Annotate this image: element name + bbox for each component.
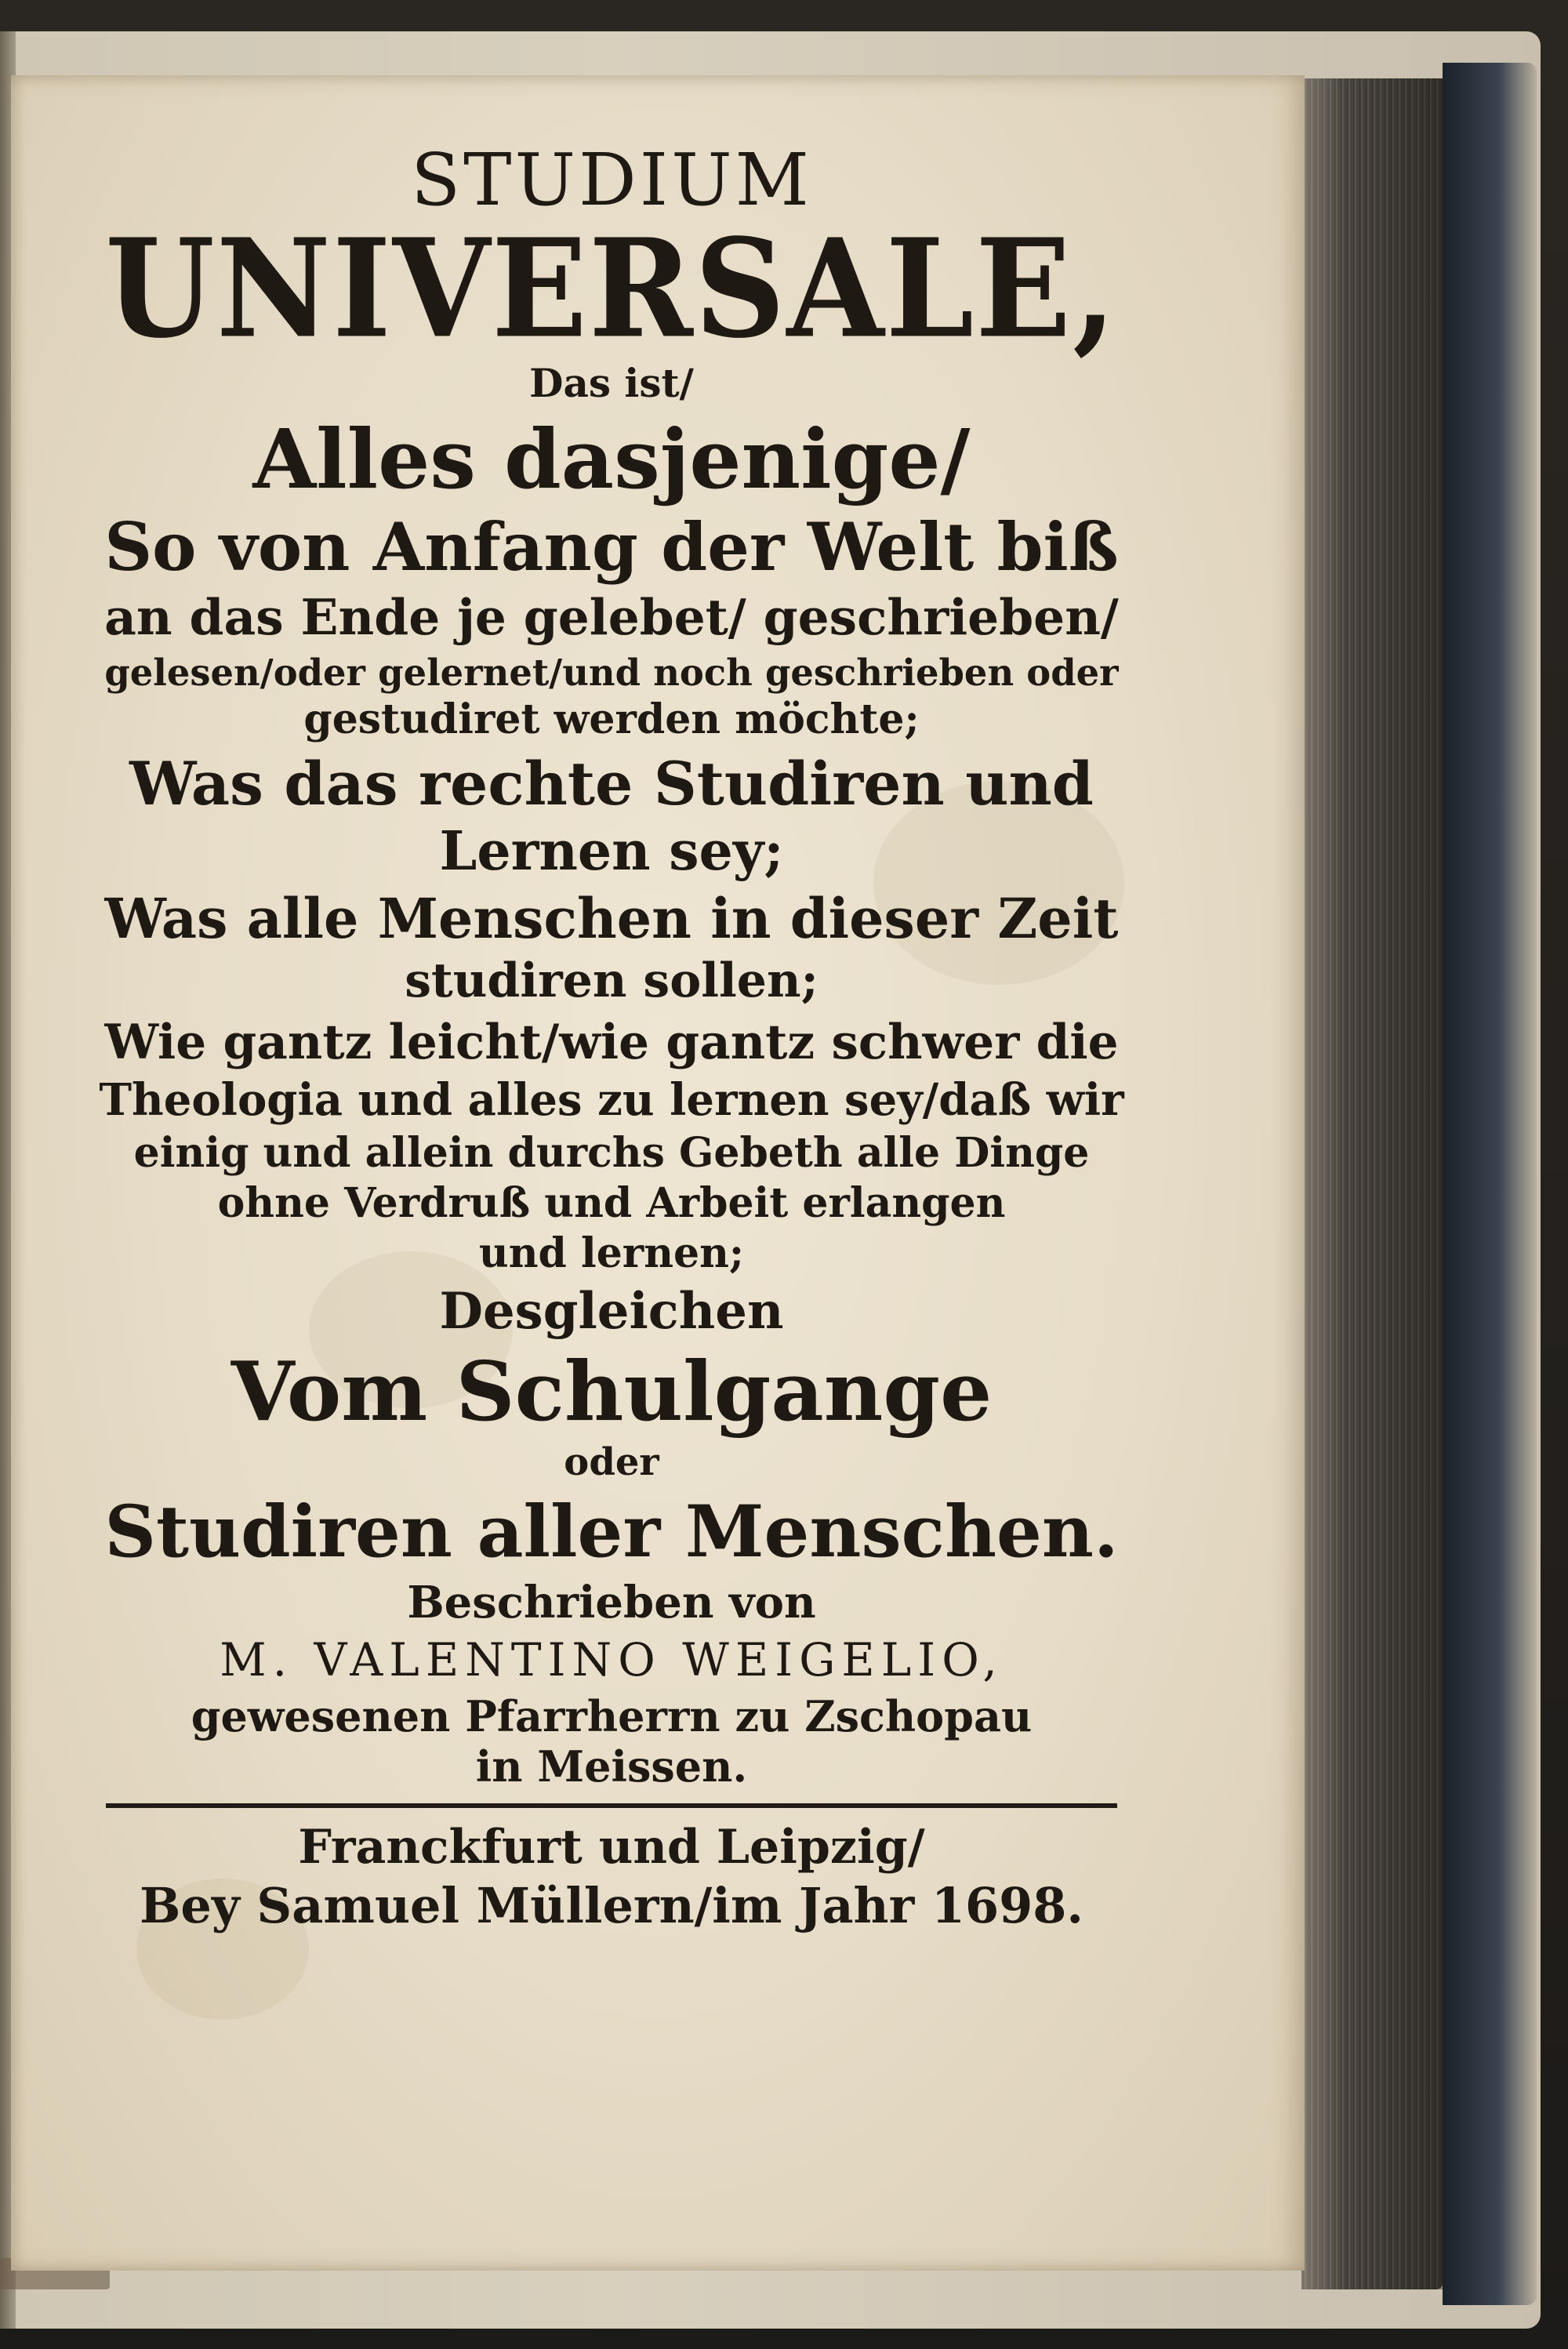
heading-vom-schulgange: Vom Schulgange — [230, 1342, 993, 1440]
text-line: Lernen sey; — [439, 819, 784, 883]
author-office: gewesenen Pfarrherrn zu Zschopau — [191, 1690, 1033, 1741]
text-line: Was alle Menschen in dieser Zeit — [104, 886, 1119, 951]
book-cover-edge — [1443, 63, 1537, 2305]
author-intro: Beschrieben von — [407, 1576, 816, 1628]
subtitle-alles-dasjenige: Alles dasjenige/ — [252, 411, 971, 507]
text-line: gelesen/oder gelernet/und noch geschrieben oder — [104, 651, 1119, 695]
title-line-universale: UNIVERSALE, — [105, 209, 1118, 369]
imprint-place: Franckfurt und Leipzig/ — [298, 1819, 925, 1875]
text-line: So von Anfang der Welt biß — [104, 508, 1119, 586]
text-line: einig und allein durchs Gebeth alle Dinge — [133, 1128, 1090, 1177]
imprint-rule — [106, 1803, 1117, 1808]
author-place: in Meissen. — [475, 1741, 748, 1792]
text-line: und lernen; — [478, 1229, 745, 1277]
text-line: Theologia und alles zu lernen sey/daß wir — [99, 1073, 1124, 1126]
imprint-publisher-year: Bey Samuel Müllern/im Jahr 1698. — [139, 1876, 1084, 1934]
title-text-block — [94, 125, 1129, 1934]
text-line: studiren sollen; — [405, 953, 818, 1009]
text-line-desgleichen: Desgleichen — [439, 1281, 784, 1341]
text-line: ohne Verdruß und Arbeit erlangen — [217, 1178, 1006, 1227]
title-line-studium: STUDIUM — [411, 138, 812, 222]
text-line-oder: oder — [564, 1440, 659, 1484]
subtitle-das-ist: Das ist/ — [529, 360, 694, 406]
page-edges-shading — [1301, 78, 1443, 2289]
text-line: Was das rechte Studiren und — [129, 748, 1094, 819]
author-name: M. VALENTINO WEIGELIO, — [220, 1632, 1004, 1686]
heading-studiren-aller-menschen: Studiren aller Menschen. — [104, 1490, 1119, 1574]
text-line: gestudiret werden möchte; — [303, 695, 920, 743]
text-line: an das Ende je gelebet/ geschrieben/ — [104, 588, 1119, 647]
text-line: Wie gantz leicht/wie gantz schwer die — [104, 1015, 1119, 1071]
